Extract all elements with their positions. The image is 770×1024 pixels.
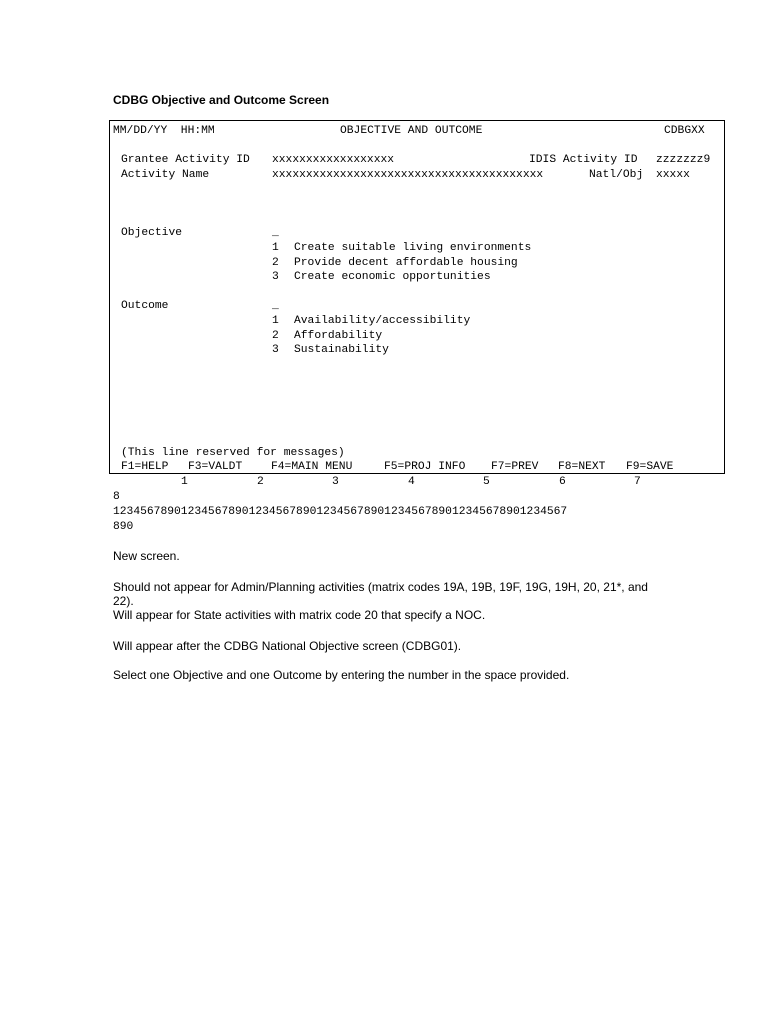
natl-obj-label: Natl/Obj (589, 169, 644, 181)
outcome-option-num: 3 (272, 344, 279, 356)
note-should-not-appear: Should not appear for Admin/Planning activities (matrix codes 19A, 19B, 19F, 19G, 19H, 20, 21*, and 22). (113, 580, 648, 608)
grantee-activity-id-label: Grantee Activity ID (121, 154, 250, 166)
objective-option-num: 3 (272, 271, 279, 283)
activity-name-label: Activity Name (121, 169, 210, 181)
outcome-option-num: 1 (272, 315, 279, 327)
screen-code: CDBGXX (664, 125, 705, 137)
ruler-digits-line: 1234567890123456789012345678901234567890123456789012345678901234567 (113, 506, 568, 518)
objective-option-text: Provide decent affordable housing (294, 257, 518, 269)
f3-validate-key[interactable]: F3=VALDT (188, 461, 243, 473)
f8-next-key[interactable]: F8=NEXT (558, 461, 606, 473)
note-new-screen: New screen. (113, 549, 180, 563)
idis-activity-id-field[interactable]: zzzzzzz9 (656, 154, 711, 166)
outcome-option-text: Availability/accessibility (294, 315, 471, 327)
ruler-digits-tail: 890 (113, 521, 134, 533)
outcome-input[interactable]: _ (272, 300, 279, 312)
ruler-tens-mark: 4 (408, 476, 415, 488)
grantee-activity-id-field[interactable]: xxxxxxxxxxxxxxxxxx (272, 154, 395, 166)
idis-activity-id-label: IDIS Activity ID (529, 154, 638, 166)
f5-proj-info-key[interactable]: F5=PROJ INFO (384, 461, 466, 473)
ruler-tens-mark: 3 (332, 476, 339, 488)
ruler-eight-mark: 8 (113, 491, 120, 503)
ruler-tens-mark: 7 (634, 476, 641, 488)
outcome-option-text: Affordability (294, 330, 383, 342)
note-will-appear-state: Will appear for State activities with matrix code 20 that specify a NOC. (113, 608, 486, 622)
objective-option-num: 2 (272, 257, 279, 269)
screen-datetime: MM/DD/YY HH:MM (113, 125, 215, 137)
outcome-label: Outcome (121, 300, 169, 312)
outcome-option-text: Sustainability (294, 344, 389, 356)
ruler-tens-mark: 1 (181, 476, 188, 488)
screen-title: OBJECTIVE AND OUTCOME (340, 125, 483, 137)
f1-help-key[interactable]: F1=HELP (121, 461, 169, 473)
ruler-tens-mark: 5 (483, 476, 490, 488)
message-line: (This line reserved for messages) (121, 447, 345, 459)
outcome-option-num: 2 (272, 330, 279, 342)
ruler-tens-mark: 2 (257, 476, 264, 488)
objective-option-num: 1 (272, 242, 279, 254)
note-select-instruction: Select one Objective and one Outcome by entering the number in the space provided. (113, 668, 570, 682)
ruler-tens-mark: 6 (559, 476, 566, 488)
objective-option-text: Create suitable living environments (294, 242, 532, 254)
objective-input[interactable]: _ (272, 227, 279, 239)
objective-label: Objective (121, 227, 183, 239)
objective-option-text: Create economic opportunities (294, 271, 491, 283)
f4-main-menu-key[interactable]: F4=MAIN MENU (271, 461, 353, 473)
page-heading: CDBG Objective and Outcome Screen (113, 93, 330, 107)
activity-name-field[interactable]: xxxxxxxxxxxxxxxxxxxxxxxxxxxxxxxxxxxxxxxx (272, 169, 544, 181)
natl-obj-field[interactable]: xxxxx (656, 169, 690, 181)
f7-prev-key[interactable]: F7=PREV (491, 461, 539, 473)
note-will-appear-after: Will appear after the CDBG National Objective screen (CDBG01). (113, 639, 462, 653)
f9-save-key[interactable]: F9=SAVE (626, 461, 674, 473)
